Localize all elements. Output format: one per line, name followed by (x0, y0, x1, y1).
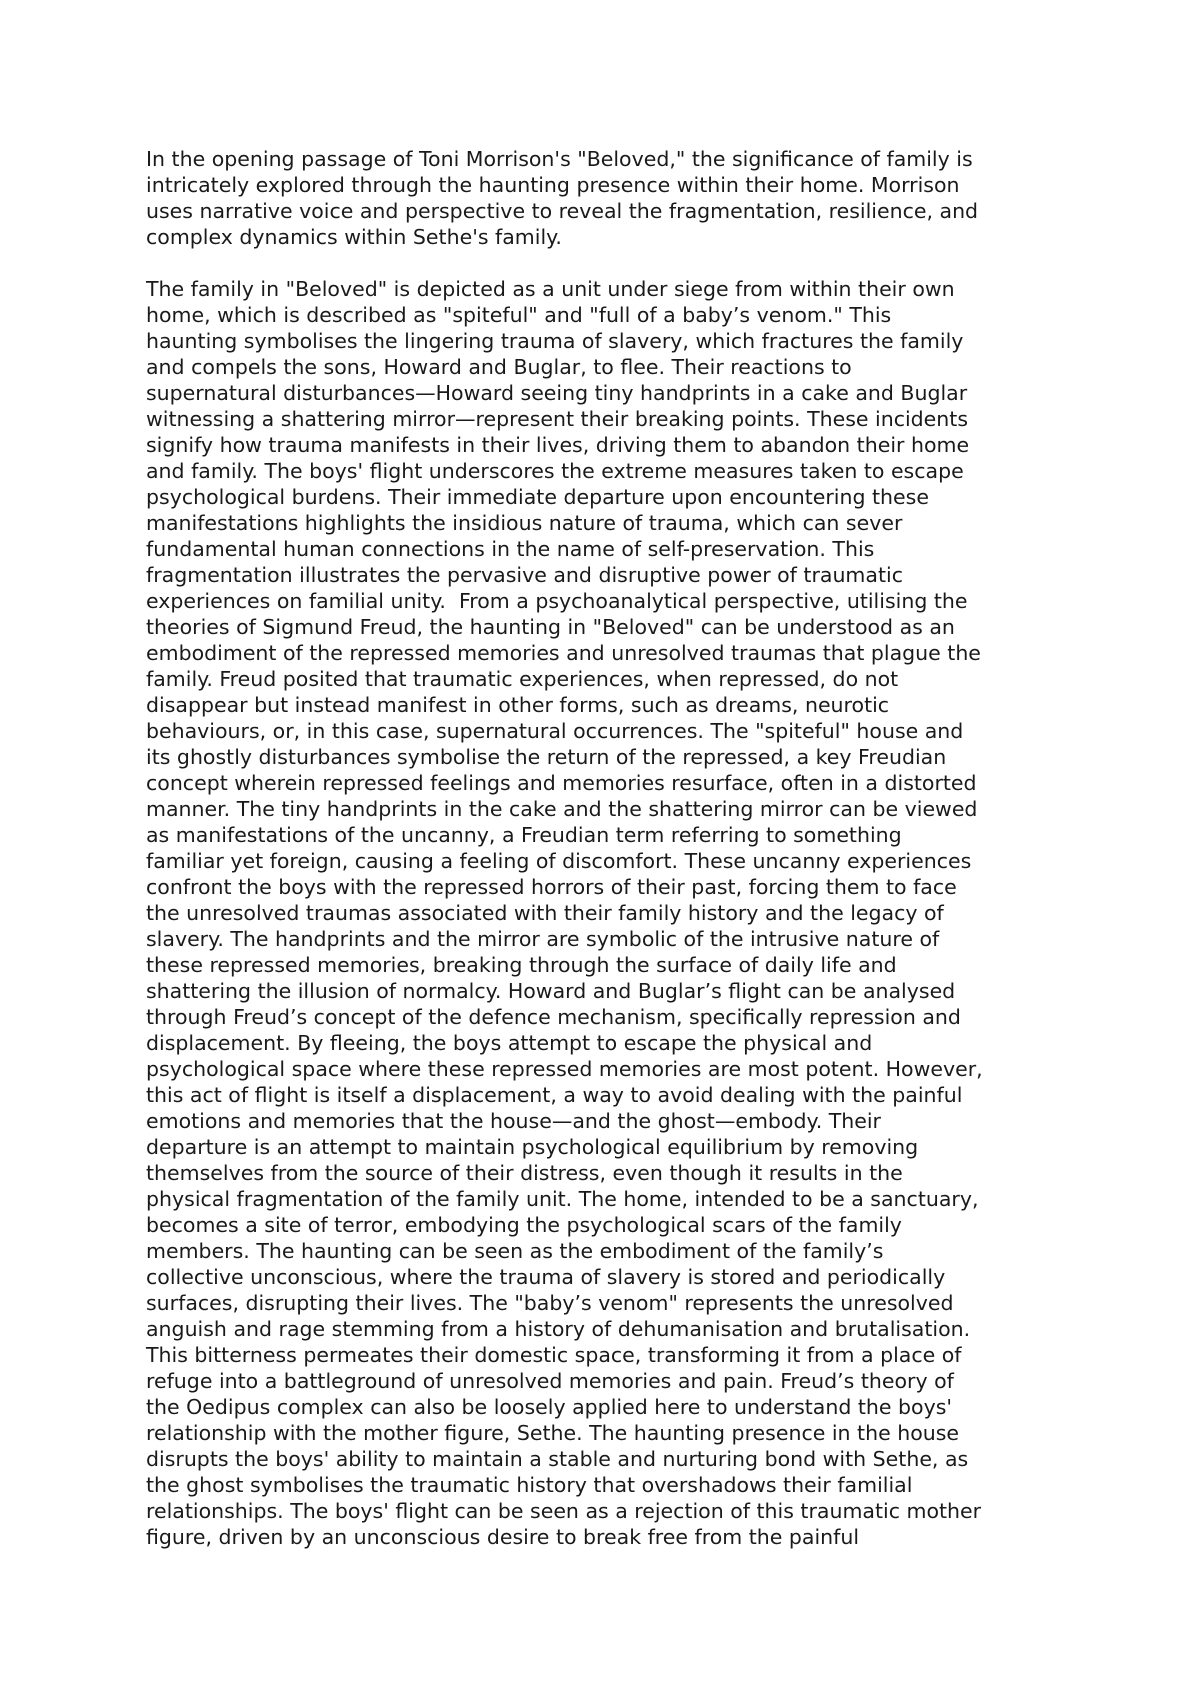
text-line: familiar yet foreign, causing a feeling of discomfort. These uncanny experiences (146, 849, 972, 873)
text-line: experiences on familial unity. From a psychoanalytical perspective, utilising the (146, 589, 968, 613)
text-line: psychological burdens. Their immediate departure upon encountering these (146, 485, 929, 509)
text-line: emotions and memories that the house—and the ghost—embody. Their (146, 1109, 881, 1133)
text-line: concept wherein repressed feelings and memories resurface, often in a distorted (146, 771, 977, 795)
text-line: This bitterness permeates their domestic space, transforming it from a place of (146, 1343, 962, 1367)
text-line: and family. The boys' flight underscores the extreme measures taken to escape (146, 459, 964, 483)
paragraph-1 (146, 146, 1066, 250)
text-line: the ghost symbolises the traumatic history that overshadows their familial (146, 1473, 913, 1497)
text-line: The family in "Beloved" is depicted as a unit under siege from within their own (146, 277, 955, 301)
text-line: family. Freud posited that traumatic experiences, when repressed, do not (146, 667, 899, 691)
text-line: these repressed memories, breaking through the surface of daily life and (146, 953, 897, 977)
text-line: through Freud’s concept of the defence mechanism, specifically repression and (146, 1005, 961, 1029)
text-line: manner. The tiny handprints in the cake and the shattering mirror can be viewed (146, 797, 978, 821)
text-line: as manifestations of the uncanny, a Freudian term referring to something (146, 823, 902, 847)
text-line: the unresolved traumas associated with their family history and the legacy of (146, 901, 944, 925)
text-line: uses narrative voice and perspective to reveal the fragmentation, resilience, and (146, 199, 979, 223)
text-line: refuge into a battleground of unresolved memories and pain. Freud’s theory of (146, 1369, 954, 1393)
text-line: complex dynamics within Sethe's family. (146, 225, 562, 249)
text-line: relationship with the mother figure, Sethe. The haunting presence in the house (146, 1421, 960, 1445)
text-line: signify how trauma manifests in their lives, driving them to abandon their home (146, 433, 970, 457)
text-line: witnessing a shattering mirror—represent their breaking points. These incidents (146, 407, 969, 431)
text-line: In the opening passage of Toni Morrison's "Beloved," the significance of family is (146, 147, 973, 171)
text-line: slavery. The handprints and the mirror are symbolic of the intrusive nature of (146, 927, 940, 951)
text-line: the Oedipus complex can also be loosely applied here to understand the boys' (146, 1395, 953, 1419)
paragraph-gap (146, 250, 1066, 276)
text-line: displacement. By fleeing, the boys attempt to escape the physical and (146, 1031, 873, 1055)
text-line: theories of Sigmund Freud, the haunting in "Beloved" can be understood as an (146, 615, 955, 639)
text-line: behaviours, or, in this case, supernatural occurrences. The "spiteful" house and (146, 719, 964, 743)
text-line: confront the boys with the repressed horrors of their past, forcing them to face (146, 875, 957, 899)
text-line: fundamental human connections in the name of self-preservation. This (146, 537, 875, 561)
text-line: this act of flight is itself a displacement, a way to avoid dealing with the painful (146, 1083, 963, 1107)
text-line: disrupts the boys' ability to maintain a stable and nurturing bond with Sethe, as (146, 1447, 969, 1471)
document-body (146, 146, 1066, 1550)
text-line: its ghostly disturbances symbolise the return of the repressed, a key Freudian (146, 745, 947, 769)
text-line: members. The haunting can be seen as the embodiment of the family’s (146, 1239, 884, 1263)
text-line: disappear but instead manifest in other forms, such as dreams, neurotic (146, 693, 890, 717)
text-line: physical fragmentation of the family unit. The home, intended to be a sanctuary, (146, 1187, 979, 1211)
text-line: relationships. The boys' flight can be seen as a rejection of this traumatic mother (146, 1499, 982, 1523)
text-line: embodiment of the repressed memories and unresolved traumas that plague the (146, 641, 981, 665)
text-line: departure is an attempt to maintain psychological equilibrium by removing (146, 1135, 919, 1159)
text-line: psychological space where these repressed memories are most potent. However, (146, 1057, 983, 1081)
text-line: collective unconscious, where the trauma of slavery is stored and periodically (146, 1265, 946, 1289)
text-line: figure, driven by an unconscious desire to break free from the painful (146, 1525, 860, 1549)
text-line: anguish and rage stemming from a history of dehumanisation and brutalisation. (146, 1317, 971, 1341)
text-line: home, which is described as "spiteful" and "full of a baby’s venom." This (146, 303, 892, 327)
text-line: becomes a site of terror, embodying the psychological scars of the family (146, 1213, 902, 1237)
text-line: supernatural disturbances—Howard seeing tiny handprints in a cake and Buglar (146, 381, 968, 405)
text-line: manifestations highlights the insidious nature of trauma, which can sever (146, 511, 903, 535)
text-line: fragmentation illustrates the pervasive and disruptive power of traumatic (146, 563, 903, 587)
text-line: and compels the sons, Howard and Buglar, to flee. Their reactions to (146, 355, 852, 379)
text-line: intricately explored through the haunting presence within their home. Morrison (146, 173, 960, 197)
text-line: shattering the illusion of normalcy. Howard and Buglar’s flight can be analysed (146, 979, 956, 1003)
paragraph-2 (146, 276, 1066, 1550)
text-line: surfaces, disrupting their lives. The "baby’s venom" represents the unresolved (146, 1291, 954, 1315)
text-line: haunting symbolises the lingering trauma of slavery, which fractures the family (146, 329, 964, 353)
text-line: themselves from the source of their distress, even though it results in the (146, 1161, 903, 1185)
